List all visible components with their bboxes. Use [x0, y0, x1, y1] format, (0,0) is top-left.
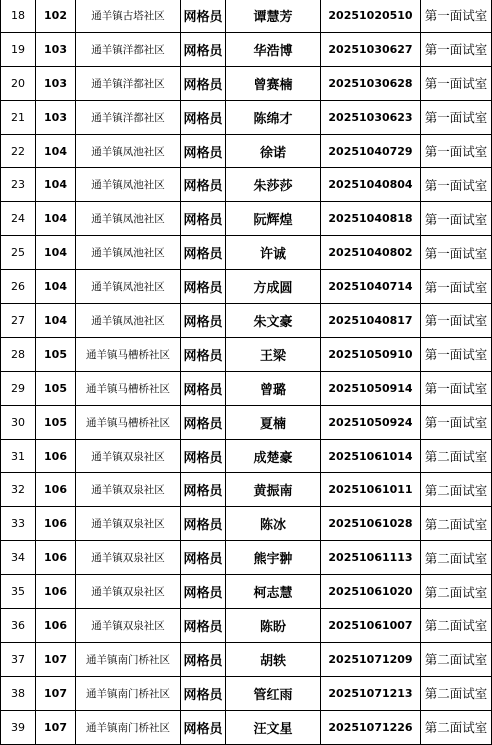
row-number-cell: 29 — [1, 371, 36, 405]
unit-name-cell: 通羊镇古塔社区 — [76, 0, 181, 32]
candidate-name-cell: 陈盼 — [226, 609, 321, 643]
row-number-cell: 32 — [1, 473, 36, 507]
post-code-cell: 105 — [36, 371, 76, 405]
table-row — [1, 134, 492, 168]
table-row — [1, 609, 492, 643]
table-row — [1, 304, 492, 338]
post-title-cell: 网格员 — [181, 473, 226, 507]
row-number-cell: 23 — [1, 168, 36, 202]
interview-room-cell: 第一面试室 — [421, 371, 492, 405]
row-number-cell: 36 — [1, 609, 36, 643]
interview-room-cell: 第二面试室 — [421, 609, 492, 643]
interview-room-cell: 第一面试室 — [421, 202, 492, 236]
candidate-name-cell: 黄振南 — [226, 473, 321, 507]
post-code-cell: 106 — [36, 439, 76, 473]
exam-number-cell: 20251061007 — [321, 609, 421, 643]
post-code-cell: 104 — [36, 304, 76, 338]
post-title-cell: 网格员 — [181, 202, 226, 236]
table-row — [1, 202, 492, 236]
row-number-cell: 38 — [1, 676, 36, 710]
candidate-name-cell: 管红雨 — [226, 676, 321, 710]
unit-name-cell: 通羊镇双泉社区 — [76, 473, 181, 507]
table-row — [1, 337, 492, 371]
candidate-name-cell: 王梁 — [226, 337, 321, 371]
post-title-cell: 网格员 — [181, 710, 226, 744]
post-code-cell: 106 — [36, 609, 76, 643]
unit-name-cell: 通羊镇凤池社区 — [76, 134, 181, 168]
post-code-cell: 105 — [36, 405, 76, 439]
exam-number-cell: 20251040714 — [321, 270, 421, 304]
post-title-cell: 网格员 — [181, 304, 226, 338]
table-row — [1, 642, 492, 676]
post-title-cell: 网格员 — [181, 100, 226, 134]
table-row — [1, 439, 492, 473]
table-row — [1, 100, 492, 134]
post-title-cell: 网格员 — [181, 609, 226, 643]
unit-name-cell: 通羊镇双泉社区 — [76, 575, 181, 609]
row-number-cell: 26 — [1, 270, 36, 304]
table-row — [1, 541, 492, 575]
exam-number-cell: 20251050924 — [321, 405, 421, 439]
candidate-name-cell: 曾赛楠 — [226, 66, 321, 100]
table-row — [1, 676, 492, 710]
unit-name-cell: 通羊镇双泉社区 — [76, 507, 181, 541]
candidate-name-cell: 谭慧芳 — [226, 0, 321, 32]
unit-name-cell: 通羊镇洋都社区 — [76, 32, 181, 66]
unit-name-cell: 通羊镇马槽桥社区 — [76, 337, 181, 371]
unit-name-cell: 通羊镇马槽桥社区 — [76, 371, 181, 405]
row-number-cell: 21 — [1, 100, 36, 134]
post-code-cell: 106 — [36, 473, 76, 507]
post-code-cell: 106 — [36, 541, 76, 575]
interview-room-cell: 第一面试室 — [421, 32, 492, 66]
candidate-name-cell: 朱文豪 — [226, 304, 321, 338]
exam-number-cell: 20251061020 — [321, 575, 421, 609]
candidate-name-cell: 徐诺 — [226, 134, 321, 168]
exam-number-cell: 20251030627 — [321, 32, 421, 66]
post-code-cell: 104 — [36, 202, 76, 236]
exam-number-cell: 20251071209 — [321, 642, 421, 676]
post-title-cell: 网格员 — [181, 270, 226, 304]
row-number-cell: 39 — [1, 710, 36, 744]
interview-room-cell: 第一面试室 — [421, 66, 492, 100]
unit-name-cell: 通羊镇凤池社区 — [76, 202, 181, 236]
post-title-cell: 网格员 — [181, 0, 226, 32]
candidate-name-cell: 曾璐 — [226, 371, 321, 405]
exam-number-cell: 20251040804 — [321, 168, 421, 202]
exam-number-cell: 20251061028 — [321, 507, 421, 541]
post-title-cell: 网格员 — [181, 134, 226, 168]
unit-name-cell: 通羊镇双泉社区 — [76, 541, 181, 575]
post-code-cell: 107 — [36, 676, 76, 710]
interview-room-cell: 第二面试室 — [421, 439, 492, 473]
row-number-cell: 20 — [1, 66, 36, 100]
interview-room-cell: 第一面试室 — [421, 100, 492, 134]
post-title-cell: 网格员 — [181, 168, 226, 202]
post-title-cell: 网格员 — [181, 405, 226, 439]
interview-room-cell: 第二面试室 — [421, 507, 492, 541]
interview-room-cell: 第二面试室 — [421, 642, 492, 676]
interview-room-cell: 第二面试室 — [421, 541, 492, 575]
row-number-cell: 37 — [1, 642, 36, 676]
post-title-cell: 网格员 — [181, 66, 226, 100]
candidate-name-cell: 华浩博 — [226, 32, 321, 66]
interview-room-cell: 第二面试室 — [421, 710, 492, 744]
candidate-table-body — [1, 0, 492, 744]
post-title-cell: 网格员 — [181, 575, 226, 609]
row-number-cell: 30 — [1, 405, 36, 439]
table-row — [1, 405, 492, 439]
table-row — [1, 32, 492, 66]
exam-number-cell: 20251040802 — [321, 236, 421, 270]
unit-name-cell: 通羊镇凤池社区 — [76, 304, 181, 338]
post-title-cell: 网格员 — [181, 676, 226, 710]
post-code-cell: 103 — [36, 100, 76, 134]
candidate-name-cell: 朱莎莎 — [226, 168, 321, 202]
post-code-cell: 106 — [36, 575, 76, 609]
post-code-cell: 104 — [36, 270, 76, 304]
table-row — [1, 66, 492, 100]
exam-number-cell: 20251061011 — [321, 473, 421, 507]
exam-number-cell: 20251030623 — [321, 100, 421, 134]
interview-room-cell: 第一面试室 — [421, 270, 492, 304]
unit-name-cell: 通羊镇凤池社区 — [76, 270, 181, 304]
table-row — [1, 473, 492, 507]
row-number-cell: 34 — [1, 541, 36, 575]
post-code-cell: 106 — [36, 507, 76, 541]
interview-room-cell: 第一面试室 — [421, 337, 492, 371]
exam-number-cell: 20251050910 — [321, 337, 421, 371]
interview-room-cell: 第一面试室 — [421, 134, 492, 168]
table-row — [1, 270, 492, 304]
unit-name-cell: 通羊镇南门桥社区 — [76, 676, 181, 710]
unit-name-cell: 通羊镇凤池社区 — [76, 168, 181, 202]
post-title-cell: 网格员 — [181, 507, 226, 541]
table-row — [1, 710, 492, 744]
candidate-name-cell: 许诚 — [226, 236, 321, 270]
row-number-cell: 25 — [1, 236, 36, 270]
interview-room-cell: 第一面试室 — [421, 405, 492, 439]
interview-room-cell: 第二面试室 — [421, 676, 492, 710]
candidate-name-cell: 阮辉煌 — [226, 202, 321, 236]
exam-number-cell: 20251071226 — [321, 710, 421, 744]
post-title-cell: 网格员 — [181, 541, 226, 575]
table-row — [1, 507, 492, 541]
candidate-name-cell: 陈冰 — [226, 507, 321, 541]
post-code-cell: 107 — [36, 710, 76, 744]
row-number-cell: 22 — [1, 134, 36, 168]
candidate-name-cell: 汪文星 — [226, 710, 321, 744]
candidate-name-cell: 胡轶 — [226, 642, 321, 676]
post-title-cell: 网格员 — [181, 439, 226, 473]
table-row — [1, 371, 492, 405]
row-number-cell: 24 — [1, 202, 36, 236]
row-number-cell: 31 — [1, 439, 36, 473]
post-title-cell: 网格员 — [181, 236, 226, 270]
interview-room-cell: 第二面试室 — [421, 575, 492, 609]
unit-name-cell: 通羊镇双泉社区 — [76, 609, 181, 643]
post-title-cell: 网格员 — [181, 32, 226, 66]
post-code-cell: 105 — [36, 337, 76, 371]
exam-number-cell: 20251040817 — [321, 304, 421, 338]
interview-room-cell: 第一面试室 — [421, 236, 492, 270]
post-code-cell: 103 — [36, 32, 76, 66]
row-number-cell: 27 — [1, 304, 36, 338]
candidate-name-cell: 柯志慧 — [226, 575, 321, 609]
row-number-cell: 19 — [1, 32, 36, 66]
candidate-name-cell: 熊宇翀 — [226, 541, 321, 575]
exam-number-cell: 20251061113 — [321, 541, 421, 575]
post-code-cell: 104 — [36, 134, 76, 168]
interview-room-cell: 第一面试室 — [421, 0, 492, 32]
table-row — [1, 236, 492, 270]
row-number-cell: 28 — [1, 337, 36, 371]
table-row — [1, 575, 492, 609]
table-row — [1, 0, 492, 32]
unit-name-cell: 通羊镇凤池社区 — [76, 236, 181, 270]
row-number-cell: 18 — [1, 0, 36, 32]
interview-room-cell: 第一面试室 — [421, 168, 492, 202]
row-number-cell: 33 — [1, 507, 36, 541]
exam-number-cell: 20251030628 — [321, 66, 421, 100]
candidate-name-cell: 夏楠 — [226, 405, 321, 439]
unit-name-cell: 通羊镇双泉社区 — [76, 439, 181, 473]
post-code-cell: 107 — [36, 642, 76, 676]
candidate-name-cell: 方成圆 — [226, 270, 321, 304]
post-code-cell: 104 — [36, 236, 76, 270]
interview-room-cell: 第二面试室 — [421, 473, 492, 507]
unit-name-cell: 通羊镇马槽桥社区 — [76, 405, 181, 439]
unit-name-cell: 通羊镇洋都社区 — [76, 100, 181, 134]
exam-number-cell: 20251020510 — [321, 0, 421, 32]
exam-number-cell: 20251040729 — [321, 134, 421, 168]
unit-name-cell: 通羊镇南门桥社区 — [76, 710, 181, 744]
candidate-name-cell: 陈绵才 — [226, 100, 321, 134]
unit-name-cell: 通羊镇洋都社区 — [76, 66, 181, 100]
table-row — [1, 168, 492, 202]
candidate-name-cell: 成楚豪 — [226, 439, 321, 473]
post-code-cell: 103 — [36, 66, 76, 100]
interview-room-cell: 第一面试室 — [421, 304, 492, 338]
exam-number-cell: 20251061014 — [321, 439, 421, 473]
exam-number-cell: 20251071213 — [321, 676, 421, 710]
exam-number-cell: 20251040818 — [321, 202, 421, 236]
post-title-cell: 网格员 — [181, 371, 226, 405]
unit-name-cell: 通羊镇南门桥社区 — [76, 642, 181, 676]
post-code-cell: 102 — [36, 0, 76, 32]
post-title-cell: 网格员 — [181, 337, 226, 371]
row-number-cell: 35 — [1, 575, 36, 609]
exam-number-cell: 20251050914 — [321, 371, 421, 405]
post-title-cell: 网格员 — [181, 642, 226, 676]
post-code-cell: 104 — [36, 168, 76, 202]
